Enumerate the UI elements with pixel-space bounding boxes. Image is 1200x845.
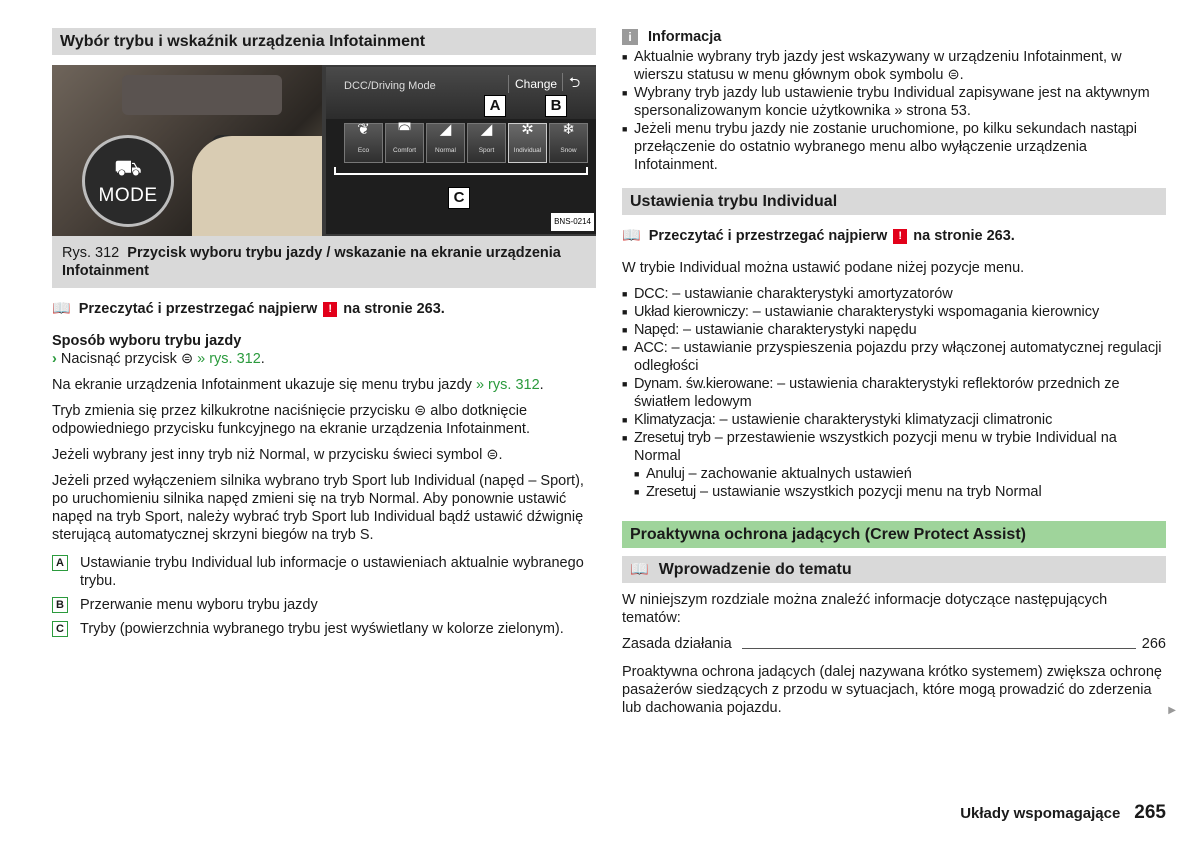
paragraph-sport: Jeżeli przed wyłączeniem silnika wybrano tryb Sport lub Individual (napęd – Sport), po uruchomieniu silnika napęd zmieni się na tryb Normal. Aby ponownie ustawić napęd na tryb Sport, należy wybrać tryb Sport lub Individual bądź ustawić dźwignię sterującą automatycznej skrzyni biegów na tryb S. [52,473,584,543]
sport-road-icon: ◢ [480,121,493,138]
tag-c: C [448,187,470,209]
mode-comfort [385,123,424,163]
toc-entry[interactable] [622,635,1166,653]
ref-suffix: na stronie 263. [343,301,445,317]
figure-code: BNS-0214 [551,213,594,231]
setting-term: Układ kierowniczy: [634,304,749,320]
mode-button-zoom [82,135,174,227]
legend-c [52,620,596,638]
individual-intro: W trybie Individual można ustawić podane niżej pozycje menu. [622,260,1025,276]
toc-page: 266 [1141,636,1166,652]
car-icon: ⛟ [114,155,142,180]
screen-change-button: Change [508,75,557,93]
section-title-mode-selection: Wybór trybu i wskaźnik urządzenia Infotainment [52,28,596,55]
toc-label: Zasada działania [622,636,732,652]
footer-title: Układy wspomagające [960,805,1121,822]
sub-text: – zachowanie aktualnych ustawień [688,466,912,482]
setting-term: ACC: [634,340,668,356]
section-title-individual: Ustawienia trybu Individual [622,188,1166,215]
screen-title: DCC/Driving Mode [344,80,436,92]
info-header [622,28,1166,46]
book-icon: 📖 [630,560,649,578]
mode-symbol-icon: ⊜ [180,351,194,367]
setting-term: Klimatyzacja: [634,412,716,428]
mode-eco-label: Eco [357,147,370,154]
legend-key-c: C [52,621,68,637]
sub-item [634,483,1166,501]
legend-key-b: B [52,597,68,613]
legend-text-c: Tryby (powierzchnia wybranego trybu jest wyświetlany w kolorze zielonym). [80,621,564,637]
gears-icon: ✲ [521,121,534,138]
photo-panel [122,75,282,115]
section-title-crew-protect: Proaktywna ochrona jadących (Crew Protect Assist) [622,521,1166,548]
setting-text: – ustawianie charakterystyki amortyzatorów [672,286,953,302]
dashboard-photo [52,65,322,236]
mode-normal-label: Normal [435,147,456,154]
info-list [622,48,1166,174]
info-item: ■ Wybrany tryb jazdy lub ustawienie trybu Individual zapisywane jest na aktywnym spersonalizowanym koncie użytkownika » strona 53. [622,84,1166,120]
section-title-intro [622,556,1166,583]
info-icon: i [622,29,638,45]
back-icon: ⮌ [562,73,580,91]
p1-text: Na ekranie urządzenia Infotainment ukazuje się menu trybu jazdy [52,377,472,393]
sub-item [634,465,1166,483]
mode-sport [467,123,506,163]
book-icon: 📖 [52,300,71,317]
setting-term: Dynam. św.kierowane: [634,376,774,392]
individual-settings-list [622,285,1166,465]
comfort-car-icon: ◚ [397,121,412,138]
mode-individual [508,123,547,163]
setting-text: – ustawianie charakterystyki napędu [683,322,917,338]
legend-a [52,554,596,590]
leaf-icon: ❦ [357,121,370,138]
figure-caption [52,236,596,288]
fig-link-2[interactable]: » rys. 312 [475,377,540,393]
setting-text: – ustawienia charakterystyki reflektorów przednich ze światłem ledowym [634,376,1120,410]
ref-prefix: Przeczytać i przestrzegać najpierw [78,301,318,317]
intro-title: Wprowadzenie do tematu [658,560,852,578]
mode-snow [549,123,588,163]
setting-item [622,339,1166,375]
intro-paragraph: W niniejszym rozdziale można znaleźć informacje dotyczące następujących tematów: [622,592,1108,626]
mode-sport-label: Sport [478,147,495,154]
caption-text: Przycisk wyboru trybu jazdy / wskazanie na ekranie urządzenia Infotainment [62,245,561,279]
info-item: ■ Aktualnie wybrany tryb jazdy jest wskazywany w urządzeniu Infotainment, w wierszu statusu w menu głównym obok symbolu ⊜. [622,48,1166,84]
tag-b: B [545,95,567,117]
snowflake-icon: ❄ [562,121,575,138]
info-item: ■ Jeżeli menu trybu jazdy nie zostanie uruchomione, po kilku sekundach nastąpi przełączenie do ostatnio wybranego menu albo wyłączenie urządzenia Infotainment. [622,120,1166,174]
setting-term: DCC: [634,286,669,302]
legend-text-a: Ustawianie trybu Individual lub informacje o ustawieniach aktualnie wybranego trybu. [80,555,584,589]
mode-eco [344,123,383,163]
toc-leader [742,648,1136,649]
reset-sublist [634,465,1166,501]
setting-text: – ustawienie charakterystyki klimatyzacji climatronic [719,412,1053,428]
step-text: Nacisnąć przycisk [60,351,177,367]
crew-protect-paragraph: Proaktywna ochrona jadących (dalej nazywana krótko systemem) zwiększa ochronę pasażerów siedzących z przodu w sytuacjach, które mogą prowadzić do zderzenia lub dachowania pojazdu. [622,664,1162,716]
fig-link[interactable]: » rys. 312 [197,351,261,367]
right-column [622,28,1166,717]
figure-312 [52,65,596,236]
legend-text-b: Przerwanie menu wyboru trybu jazdy [80,597,318,613]
mode-normal [426,123,465,163]
setting-term: Napęd: [634,322,679,338]
sub-text: – ustawianie wszystkich pozycji menu na tryb Normal [700,484,1042,500]
setting-item [622,321,1166,339]
photo-seat [192,136,322,236]
mode-snow-label: Snow [560,147,577,154]
step-arrow-icon: › [52,351,57,367]
setting-item [622,411,1166,429]
setting-text: – ustawianie charakterystyki wspomagania kierownicy [752,304,1100,320]
caption-prefix: Rys. 312 [62,245,120,261]
modes-bracket [334,167,588,175]
legend-key-a: A [52,555,68,571]
left-column [52,28,596,638]
paragraph-menu: Na ekranie urządzenia Infotainment ukazuje się menu trybu jazdy » rys. 312. [52,377,544,393]
mode-buttons [344,123,588,163]
ref-suffix-2: na stronie 263. [913,228,1015,244]
paragraph-change: Tryb zmienia się przez kilkukrotne naciśnięcie przycisku ⊜ albo dotknięcie odpowiedniego przycisku funkcyjnego na ekranie urządzenia Infotainment. [52,403,530,437]
info-title: Informacja [648,29,722,45]
warning-icon: ! [893,229,907,244]
mode-comfort-label: Comfort [392,147,417,154]
read-first-ref [52,300,596,318]
setting-term: Zresetuj tryb [634,430,711,446]
sub-term: Zresetuj [646,484,696,500]
setting-text: – przestawienie wszystkich pozycji menu w trybie Individual na Normal [634,430,1117,464]
tag-a: A [484,95,506,117]
normal-road-icon: ◢ [439,121,452,138]
paragraph-symbol: Jeżeli wybrany jest inny tryb niż Normal, w przycisku świeci symbol ⊜. [52,447,503,463]
setting-item [622,303,1166,321]
setting-item [622,375,1166,411]
step-line: › Nacisnąć przycisk ⊜ » rys. 312. [52,351,265,367]
legend-b [52,596,596,614]
mode-individual-label: Individual [513,147,542,154]
next-page-arrow-icon: ▶ [1168,705,1176,716]
infotainment-screen [326,67,596,234]
page-footer [960,804,1166,823]
subhead-mode-selection: Sposób wyboru trybu jazdy [52,333,242,349]
setting-text: – ustawianie przyspieszenia pojazdu przy włączonej automatycznej regulacji odległości [634,340,1162,374]
warning-icon: ! [323,302,337,317]
mode-label: MODE [98,185,158,206]
page-number: 265 [1134,802,1166,823]
read-first-ref-2 [622,227,1166,245]
book-icon: 📖 [622,227,641,244]
sub-term: Anuluj [646,466,685,482]
setting-item [622,429,1166,465]
setting-item [622,285,1166,303]
ref-prefix-2: Przeczytać i przestrzegać najpierw [648,228,888,244]
